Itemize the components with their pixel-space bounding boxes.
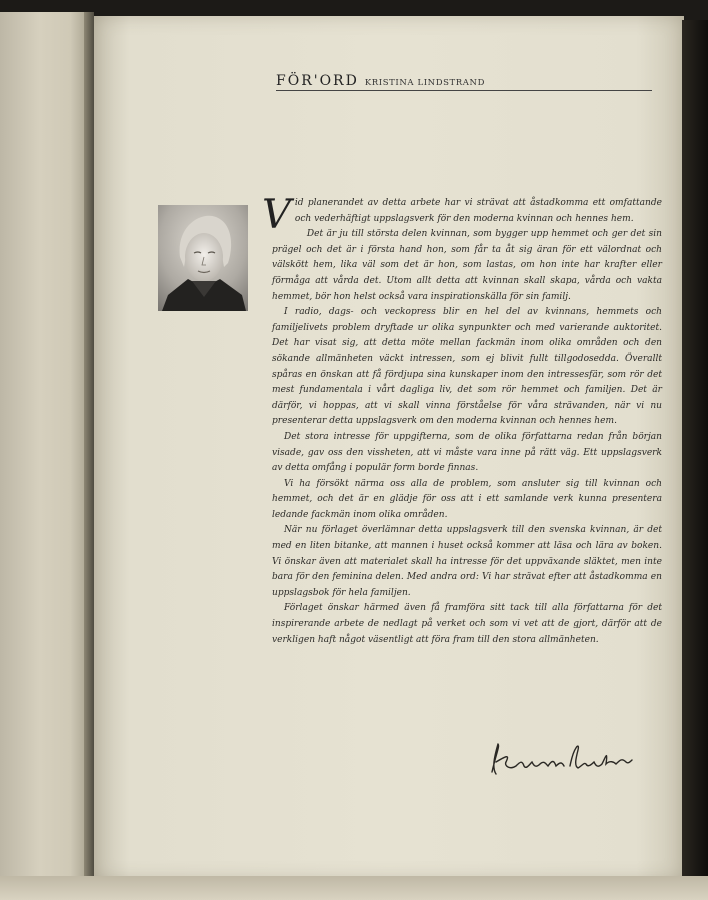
paragraph: När nu förlaget överlämnar detta uppslagsverk till den svenska kvinnan, är det med en liten bitanke, att mannen i huset också kommer att läsa och lära av boken. Vi önskar även att materialet skall ha intresse för det uppväxande släktet, men inte bara för den feminina delen. Med andra ord: Vi har strävat efter att åstadkomma en uppslagsbok för hela familjen.: [272, 525, 662, 598]
book-bottom-edge: [0, 876, 708, 900]
paragraph: Vi ha försökt närma oss alla de problem, som ansluter sig till kvinnan och hemmet, och det är en glädje för oss att i ett samlande verk kunna presentera ledande fackmän inom olika områden.: [272, 478, 662, 520]
foreword-body: [262, 192, 662, 648]
author-name: KRISTINA LINDSTRAND: [364, 78, 486, 88]
left-page: [0, 12, 88, 892]
header-rule: [276, 90, 652, 91]
paragraph: Det är ju till största delen kvinnan, som bygger upp hemmet och ger det sin prägel och det är i första hand hon, som får ta åt sig äran för ett välordnat och välskött hem, lika väl som det är hon, som lastas, om hon inte har krafter eller förmåga att vårda det. Utom allt detta att kvinnan skall skapa, vårda och vakta hemmet, bör hon helst också vara inspirationskälla för sin familj.: [272, 229, 662, 302]
book-spine-shadow: [84, 12, 94, 892]
author-portrait: [158, 205, 248, 311]
paragraph: Förlaget önskar härmed även få framföra sitt tack till alla författarna för det inspirerande arbete de nedlagt på verket och som vi vet att de gjort, därför att de verkligen haft något väsentligt att föra fram till den stora allmänheten.: [272, 603, 662, 645]
page-edge-shadow: [682, 20, 708, 880]
paragraph: I radio, dags- och veckopress blir en hel del av kvinnans, hemmets och familjelivets problem dryftade ur olika synpunkter och med varierande auktoritet. Det har visat sig, att detta möte mellan fackmän inom olika områden och den sökande allmänheten väckt intressen, som ej blivit fullt tillgodosedda. Överallt spåras en önskan att få fördjupa sina kunskaper inom den intressesfär, som rör det mest fundamentala i vårt dagliga liv, det som rör hemmet och familjen. Det är därför, vi hoppas, att vi skall vinna förståelse för våra strävanden, när vi nu presenterar detta uppslagsverk om den moderna kvinnan och hennes hem.: [272, 307, 662, 427]
handwritten-signature: [486, 736, 636, 786]
paragraph: Det stora intresse för uppgifterna, som de olika författarna redan från början visade, gav oss den vissheten, att vi måste vara inne på rätt väg. Ett uppslagsverk av detta omfång i populär form borde finnas.: [272, 431, 662, 474]
page-title: FÖR'ORD: [276, 73, 359, 89]
page-header: [276, 70, 652, 89]
portrait-photo: [158, 205, 248, 311]
paragraph: id planerandet av detta arbete har vi strävat att åstadkomma ett omfattande och vederhäftigt uppslagsverk för den moderna kvinnan och hennes hem.: [294, 198, 662, 224]
drop-cap: V: [262, 192, 291, 238]
